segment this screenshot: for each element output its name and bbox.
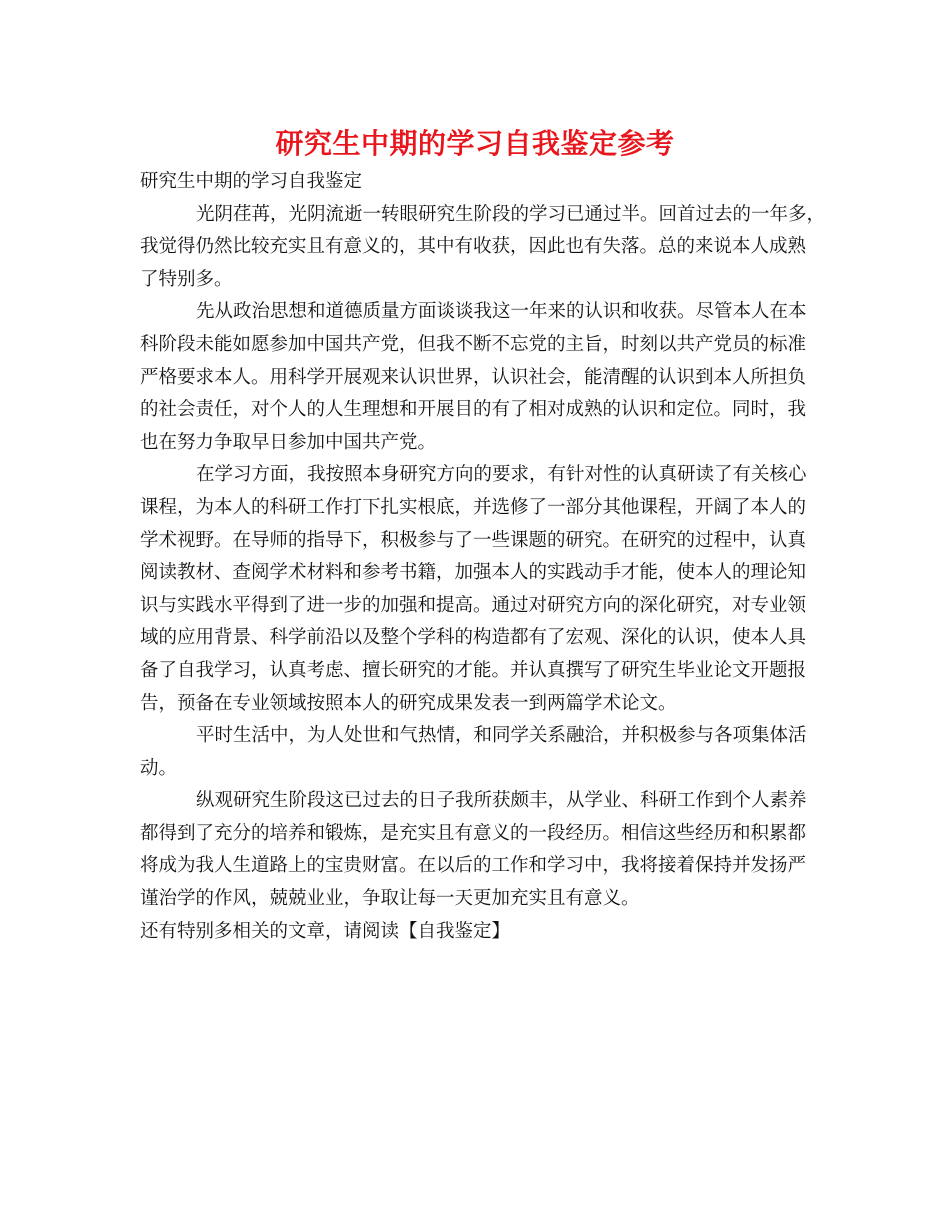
paragraph-line: 阅读教材、查阅学术材料和参考书籍，加强本人的实践动手才能，使本人的理论知	[140, 562, 807, 584]
paragraph-line: 在学习方面，我按照本身研究方向的要求，有针对性的认真研读了有关核心	[196, 464, 807, 486]
paragraph-5	[140, 785, 820, 915]
paragraph-line: 也在努力争取早日参加中国共产党。	[140, 431, 437, 453]
paragraph-line: 告，预备在专业领域按照本人的研究成果发表一到两篇学术论文。	[140, 692, 677, 714]
paragraph-line: 科阶段未能如愿参加中国共产党，但我不断不忘党的主旨，时刻以共产党员的标准	[140, 333, 807, 355]
paragraph-line: 将成为我人生道路上的宝贵财富。在以后的工作和学习中，我将接着保持并发扬严	[140, 855, 807, 877]
paragraph-line: 先从政治思想和道德质量方面谈谈我这一年来的认识和收获。尽管本人在本	[196, 301, 807, 323]
document-body	[140, 166, 826, 948]
paragraph-1	[140, 199, 826, 297]
paragraph-line: 备了自我学习，认真考虑、擅长研究的才能。并认真撰写了研究生毕业论文开题报	[140, 659, 807, 681]
paragraph-line: 光阴荏苒，光阴流逝一转眼研究生阶段的学习已通过半。回首过去的一年多，	[196, 203, 826, 225]
paragraph-line: 我觉得仍然比较充实且有意义的，其中有收获，因此也有失落。总的来说本人成熟	[140, 236, 807, 258]
paragraph-line: 严格要求本人。用科学开展观来认识世界，认识社会，能清醒的认识到本人所担负	[140, 366, 807, 388]
paragraph-line: 谨治学的作风，兢兢业业，争取让每一天更加充实且有意义。	[140, 888, 640, 910]
paragraph-line: 的社会责任，对个人的人生理想和开展目的有了相对成熟的认识和定位。同时，我	[140, 399, 807, 421]
paragraph-line: 平时生活中，为人处世和气热情，和同学关系融洽，并积极参与各项集体活	[196, 725, 807, 747]
paragraph-3	[140, 459, 820, 720]
paragraph-2	[140, 296, 820, 459]
paragraph-line: 纵观研究生阶段这已过去的日子我所获颇丰，从学业、科研工作到个人素养	[196, 790, 807, 812]
paragraph-line: 动。	[140, 757, 178, 779]
paragraph-4	[140, 720, 820, 785]
paragraph-line: 识与实践水平得到了进一步的加强和提高。通过对研究方向的深化研究，对专业领	[140, 594, 807, 616]
document-title: 研究生中期的学习自我鉴定参考	[275, 127, 675, 160]
paragraph-line: 域的应用背景、科学前沿以及整个学科的构造都有了宏观、深化的认识，使本人具	[140, 627, 807, 649]
paragraph-line: 学术视野。在导师的指导下，积极参与了一些课题的研究。在研究的过程中，认真	[140, 529, 807, 551]
related-articles-link[interactable]: 还有特别多相关的文章，请阅读【自我鉴定】	[140, 920, 511, 942]
document-subtitle: 研究生中期的学习自我鉴定	[140, 171, 363, 192]
paragraph-line: 课程，为本人的科研工作打下扎实根底，并选修了一部分其他课程，开阔了本人的	[140, 496, 807, 518]
paragraph-line: 了特别多。	[140, 268, 233, 290]
paragraph-line: 都得到了充分的培养和锻炼，是充实且有意义的一段经历。相信这些经历和积累都	[140, 822, 807, 844]
